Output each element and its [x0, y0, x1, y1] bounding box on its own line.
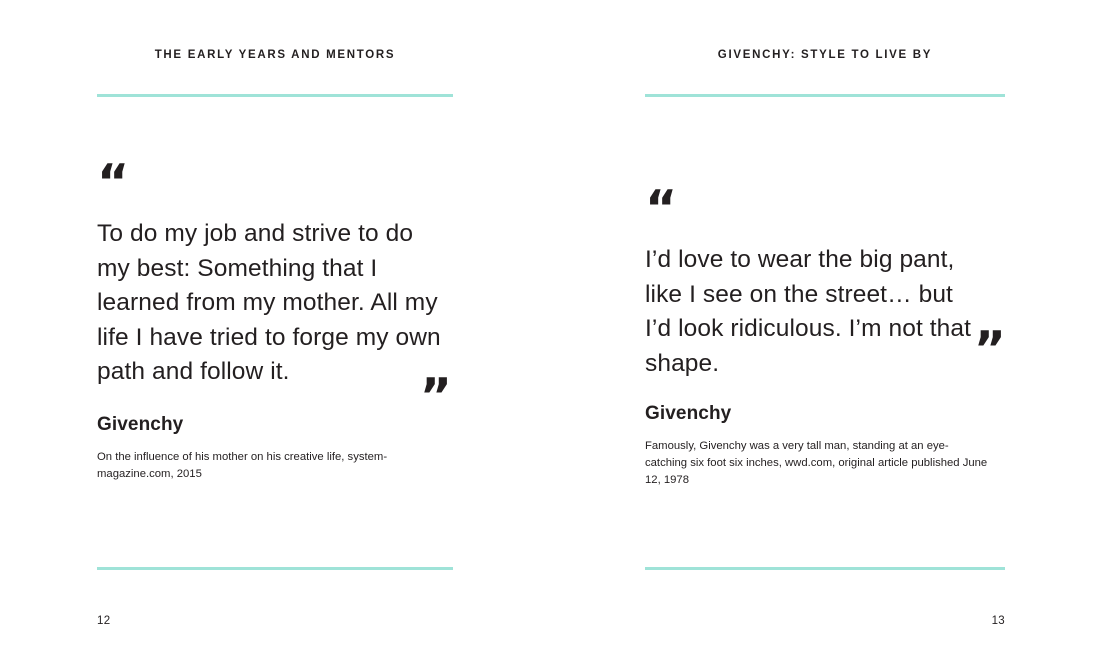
quote-attribution-right: Givenchy — [645, 403, 732, 425]
quote-block-left — [97, 154, 453, 483]
quote-source-right: Famously, Givenchy was a very tall man, standing at an eye-catching six foot six inches, wwd.com, original article published June 12, 1978 — [645, 440, 988, 487]
quote-open-mark-left: “ — [97, 154, 129, 211]
page-left-content — [97, 0, 453, 667]
quote-block-right — [645, 180, 1005, 490]
quote-source-left: On the influence of his mother on his creative life, system-magazine.com, 2015 — [97, 450, 388, 480]
page-right-content — [645, 0, 1005, 667]
running-head-left: THE EARLY YEARS AND MENTORS — [154, 49, 396, 61]
quote-open-mark-right: “ — [645, 180, 677, 237]
rule-bottom-left — [97, 567, 453, 570]
quote-text-left: To do my job and strive to do my best: Something that I learned from my mother. All my life I have tried to forge my own path and follow it. — [97, 220, 441, 386]
page-number-right: 13 — [991, 615, 1005, 627]
rule-top-left — [97, 94, 453, 97]
quote-close-mark-right: ” — [973, 321, 1005, 378]
quote-close-mark-left: ” — [419, 368, 451, 425]
rule-top-right — [645, 94, 1005, 97]
page-number-left: 12 — [97, 615, 111, 627]
rule-bottom-right — [645, 567, 1005, 570]
page-right — [550, 0, 1100, 667]
quote-attribution-left: Givenchy — [97, 413, 184, 435]
running-head-right: GIVENCHY: STYLE TO LIVE BY — [717, 49, 933, 61]
quote-text-right: I’d love to wear the big pant, like I see on the street… but I’d look ridiculous. I’m not that shape. — [645, 246, 972, 377]
